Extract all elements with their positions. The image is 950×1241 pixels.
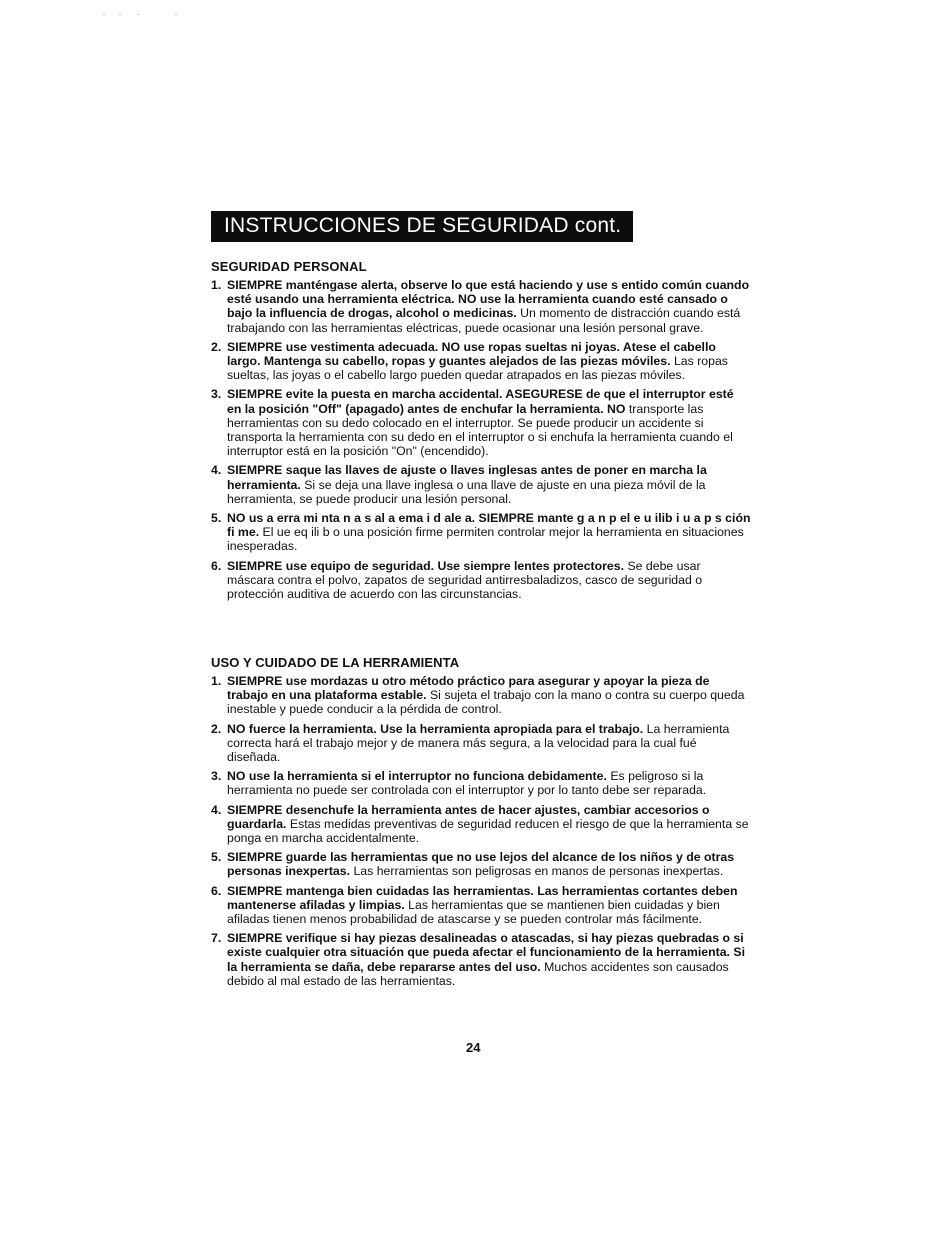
item-emphasis: SIEMPRE desenchufe la herramienta antes de hacer ajustes, cambiar accesorios o guardarla.: [227, 802, 710, 831]
item-emphasis: SIEMPRE use equipo de seguridad. Use siempre lentes protectores.: [227, 558, 625, 573]
list-item: [211, 850, 751, 878]
item-text: Estas medidas preventivas de seguridad reducen el riesgo de que la herramienta se ponga en marcha accidentalmente.: [227, 816, 749, 846]
item-number: 1.: [211, 674, 222, 688]
item-text: Las herramientas que se mantienen bien cuidadas y bien afiladas tienen menos probabilidad de atascarse y se pueden controlar más fácilmente.: [227, 897, 720, 927]
list-item: [211, 511, 751, 554]
item-number: 3.: [211, 387, 222, 402]
tool-use-care-list: [211, 674, 751, 993]
list-item: [211, 463, 751, 506]
item-text: La herramienta correcta hará el trabajo mejor y de manera más segura, a la velocidad para la cual fué diseñada.: [227, 721, 730, 765]
section-banner: INSTRUCCIONES DE SEGURIDAD cont.: [211, 211, 633, 242]
item-emphasis: NO us a erra mi nta n a s al a ema i d ale a. SIEMPRE mante g a n p el e u ilib i u a p s ción fi me.: [227, 511, 751, 540]
list-item: [211, 884, 751, 927]
item-number: 6.: [211, 558, 222, 573]
item-number: 5.: [211, 850, 222, 865]
item-emphasis: SIEMPRE mantenga bien cuidadas las herramientas. Las herramientas cortantes deben mantenerse afiladas y limpias.: [227, 883, 738, 912]
item-number: 4.: [211, 802, 222, 817]
item-number: 7.: [211, 931, 222, 946]
section-heading-personal-safety: SEGURIDAD PERSONAL: [211, 259, 367, 274]
item-text: Muchos accidentes son causados debido al mal estado de las herramientas.: [227, 959, 729, 988]
list-item: [211, 722, 751, 765]
list-item: [211, 278, 751, 335]
item-emphasis: SIEMPRE guarde las herramientas que no use lejos del alcance de los niños y de otras personas inexpertas.: [227, 850, 735, 879]
item-emphasis: SIEMPRE use vestimenta adecuada. NO use ropas sueltas ni joyas. Atese el cabello largo. Mantenga su cabello, ropas y guantes alejados de las piezas móviles.: [227, 339, 716, 369]
item-emphasis: SIEMPRE verifique si hay piezas desalineadas o atascadas, si hay piezas quebradas o si existe cualquier otra situación que pueda afectar el funcionamiento de la herramienta. Si la herramienta se daña, debe repararse antes del uso.: [227, 931, 745, 974]
item-emphasis: SIEMPRE manténgase alerta, observe lo que está haciendo y use s entido común cuando esté usando una herramienta eléctrica. NO use la herramienta cuando esté cansado o bajo la influencia de drogas, alcohol o medicinas.: [227, 278, 750, 321]
list-item: [211, 674, 751, 717]
item-text: Si se deja una llave inglesa o una llave de ajuste en una pieza móvil de la herramienta, se puede producir una lesión personal.: [227, 477, 706, 506]
item-number: 1.: [211, 278, 222, 292]
scan-speck: [119, 14, 121, 15]
item-emphasis: SIEMPRE evite la puesta en marcha accidental. ASEGURESE de que el interruptor esté en la posición "Off" (apagado) antes de enchufar la herramienta. NO: [227, 387, 734, 416]
item-text: transporte las herramientas con su dedo colocado en el interruptor. Se puede producir un accidente si transporta la herramienta con su dedo en el interruptor o si enchufa la herramienta cuando el interruptor está en la posición "On" (encendido).: [227, 401, 733, 459]
item-number: 2.: [211, 339, 222, 354]
item-text: Las ropas sueltas, las joyas o el cabello largo pueden quedar atrapados en las piezas móviles.: [227, 354, 728, 383]
item-text: Se debe usar máscara contra el polvo, zapatos de seguridad antirresbaladizos, casco de seguridad o protección auditiva de acuerdo con las circunstancias.: [227, 558, 703, 602]
scan-speck: [137, 14, 139, 15]
item-emphasis: NO use la herramienta si el interruptor no funciona debidamente.: [227, 769, 607, 784]
item-emphasis: SIEMPRE saque las llaves de ajuste o llaves inglesas antes de poner en marcha la herramienta.: [227, 463, 707, 492]
list-item: [211, 559, 751, 602]
list-item: [211, 340, 751, 383]
page-number: 24: [466, 1040, 481, 1055]
item-text: Un momento de distracción cuando está trabajando con las herramientas eléctricas, puede ocasionar una lesión personal grave.: [227, 306, 741, 335]
list-item: [211, 931, 751, 988]
item-number: 2.: [211, 721, 222, 736]
item-text: Si sujeta el trabajo con la mano o contra su cuerpo queda inestable y puede conducir a la pérdida de control.: [227, 688, 745, 717]
personal-safety-list: [211, 278, 751, 606]
item-text: Las herramientas son peligrosas en manos de personas inexpertas.: [350, 864, 724, 879]
item-number: 6.: [211, 883, 222, 898]
scan-speck: [103, 14, 105, 15]
item-emphasis: NO fuerce la herramienta. Use la herramienta apropiada para el trabajo.: [227, 721, 644, 736]
list-item: [211, 803, 751, 846]
item-number: 5.: [211, 511, 222, 526]
section-heading-tool-use-care: USO Y CUIDADO DE LA HERRAMIENTA: [211, 655, 460, 670]
list-item: [211, 387, 751, 458]
item-number: 3.: [211, 769, 222, 784]
item-emphasis: SIEMPRE use mordazas u otro método práctico para asegurar y apoyar la pieza de trabajo en una plataforma estable.: [227, 674, 710, 703]
item-text: El ue eq ili b o una posición firme permiten controlar mejor la herramienta en situaciones inesperadas.: [227, 525, 744, 554]
item-number: 4.: [211, 463, 222, 478]
item-text: Es peligroso si la herramienta no puede ser controlada con el interruptor y por lo tanto debe ser reparada.: [227, 769, 707, 798]
list-item: [211, 769, 751, 797]
scan-speck: [175, 14, 177, 15]
